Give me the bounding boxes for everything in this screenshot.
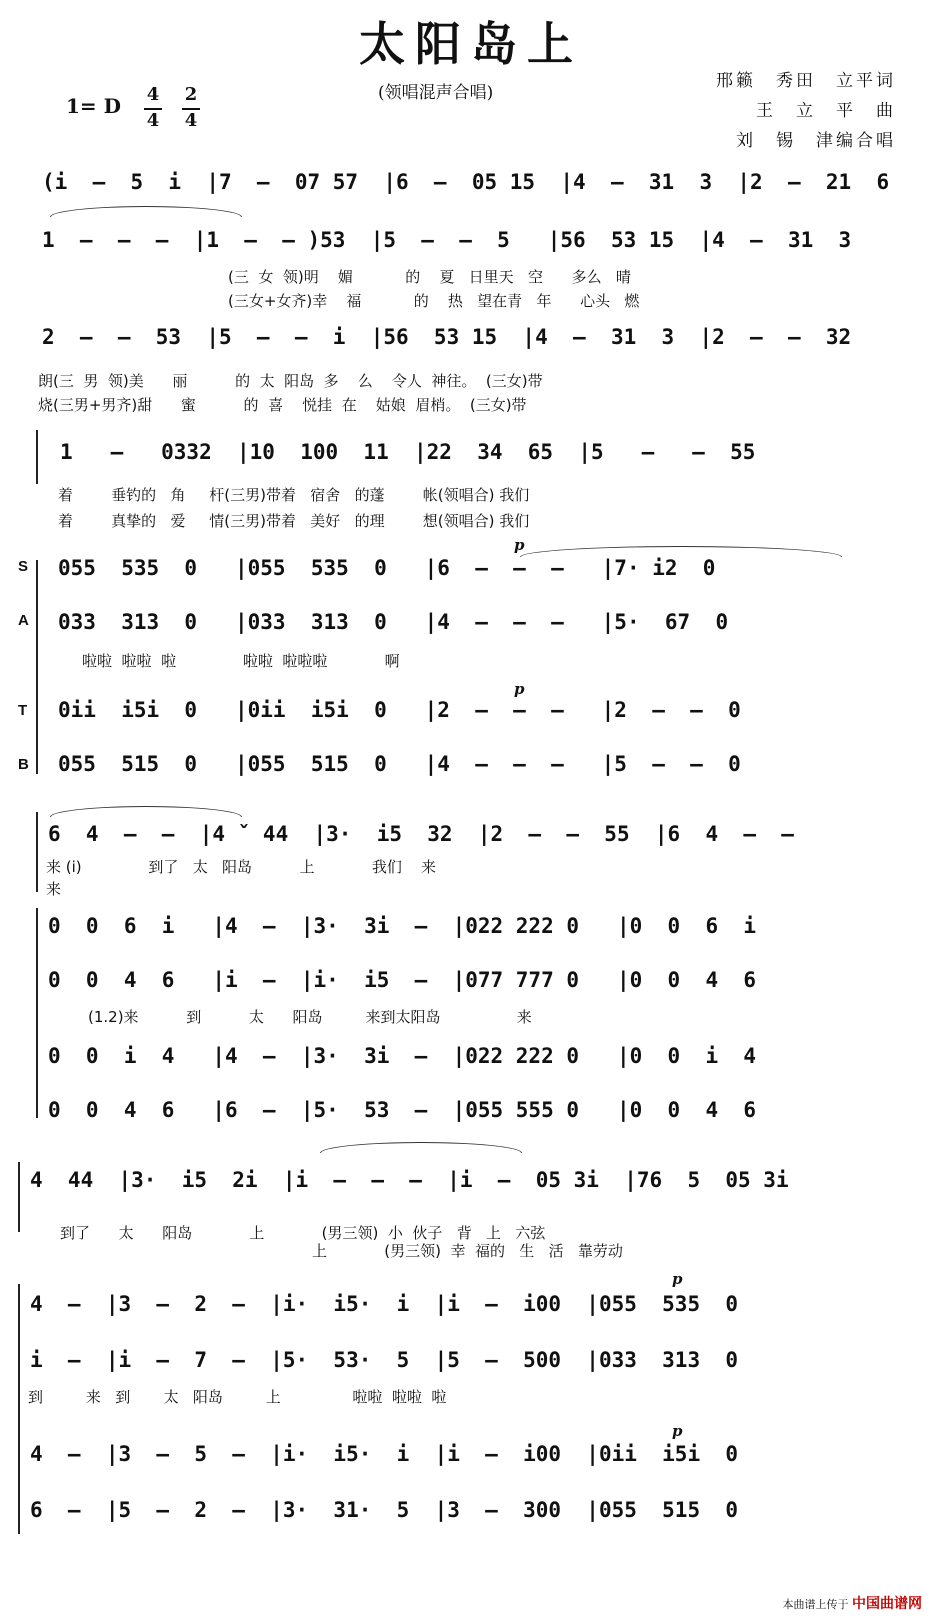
melody-line: 1 – – – |1 – – )53 |5 – – 5 |56 53 15 |4 – 31 3 (42, 228, 852, 252)
part-label-t: T (18, 702, 28, 719)
tenor-line: 0 0 i 4 |4 – |3· 3i – |022 222 0 |0 0 i 4 (48, 1044, 757, 1068)
song-title: 太阳岛上 (359, 17, 583, 71)
bass-line: 055 515 0 |055 515 0 |4 – – – |5 – – 0 (58, 752, 741, 776)
dynamic-marking: p (672, 1422, 683, 1440)
lyric-verse-2: 烧(三男+男齐)甜 蜜 的 喜 悦挂 在 姑娘 眉梢。 (三女)带 (38, 396, 527, 414)
melody-line: 2 – – 53 |5 – – i |56 53 15 |4 – 31 3 |2 – – 32 (42, 325, 852, 349)
system-bracket (18, 1162, 20, 1232)
tenor-line: 4 – |3 – 5 – |i· i5· i |i – i00 |0ii i5i 0 (30, 1442, 739, 1466)
choir-lyric: (1.2)来 到 太 阳岛 来到太阳岛 来 (88, 1008, 532, 1026)
meter-b-top: 2 (184, 84, 198, 105)
alto-line: 0 0 4 6 |i – |i· i5 – |077 777 0 |0 0 4 6 (48, 968, 757, 992)
part-label-b: B (18, 756, 29, 773)
lyric-verse-1: (三 女 领)明 媚 的 夏 日里天 空 多么 晴 (228, 268, 631, 286)
tie (320, 1142, 522, 1153)
bass-line: 6 – |5 – 2 – |3· 31· 5 |3 – 300 |055 515 0 (30, 1498, 739, 1522)
lyric-verse-2: (三女+女齐)幸 福 的 热 望在青 年 心头 燃 (228, 292, 640, 310)
soprano-line: 0 0 6 i |4 – |3· 3i – |022 222 0 |0 0 6 i (48, 914, 757, 938)
lyric-verse-1: 着 垂钓的 角 杆(三男)带着 宿舍 的蓬 帐(领唱合) 我们 (58, 486, 530, 504)
part-label-a: A (18, 612, 29, 629)
credit-arranger: 刘 锡 津编合唱 (736, 131, 896, 151)
credit-lyricist: 邢籁 秀田 立平词 (716, 71, 896, 91)
lead-line: 6 4 – – |4 ˇ 44 |3· i5 32 |2 – – 55 |6 4 – – (48, 822, 794, 846)
key-signature: 1= D (66, 94, 121, 118)
system-bracket (36, 430, 38, 484)
tie (50, 206, 242, 217)
footer-text: 本曲谱上传于 (782, 1598, 849, 1611)
choir-bracket (36, 908, 38, 1118)
lyric-verse-1: 朗(三 男 领)美 丽 的 太 阳岛 多 么 令人 神往。 (三女)带 (38, 372, 543, 390)
choir-bracket (18, 1284, 20, 1534)
choir-lyric: 到 来 到 太 阳岛 上 啦啦 啦啦 啦 (28, 1388, 447, 1406)
lyric-verse-2: 来 (46, 880, 62, 898)
tenor-line: 0ii i5i 0 |0ii i5i 0 |2 – – – |2 – – 0 (58, 698, 741, 722)
soprano-line: 055 535 0 |055 535 0 |6 – – – |7· i2 0 (58, 556, 716, 580)
part-label-s: S (18, 558, 29, 575)
system-bracket (36, 812, 38, 892)
meter-a-bottom: 4 (146, 110, 160, 131)
dynamic-marking: p (514, 680, 525, 698)
tie (50, 806, 242, 817)
lead-line: 1 – 0332 |10 100 11 |22 34 65 |5 – – 55 (60, 440, 756, 464)
meter-a-top: 4 (146, 84, 160, 105)
choir-bracket (36, 560, 38, 774)
footer-watermark (783, 1593, 923, 1613)
alto-line: 033 313 0 |033 313 0 |4 – – – |5· 67 0 (58, 610, 729, 634)
lyric-verse-1: 来 (i) 到了 太 阳岛 上 我们 来 (46, 858, 436, 876)
subtitle: (领唱混声合唱) (378, 83, 494, 103)
intro-line: (i – 5 i |7 – 07 57 |6 – 05 15 |4 – 31 3 |2 – 21 6 (42, 170, 890, 194)
alto-line: i – |i – 7 – |5· 53· 5 |5 – 500 |033 313 0 (30, 1348, 739, 1372)
lyric-verse-2: 上 (男三领) 幸 福的 生 活 靠劳动 (312, 1242, 623, 1260)
site-logo: 中国曲谱网 (852, 1596, 922, 1612)
credit-composer: 王 立 平 曲 (756, 101, 896, 121)
choir-lyric: 啦啦 啦啦 啦 啦啦 啦啦啦 啊 (82, 652, 400, 670)
dynamic-marking: p (672, 1270, 683, 1288)
dynamic-marking: p (514, 536, 525, 554)
meter-b-bottom: 4 (184, 110, 198, 131)
lyric-verse-1: 到了 太 阳岛 上 (男三领) 小 伙子 背 上 六弦 (60, 1224, 546, 1242)
soprano-line: 4 – |3 – 2 – |i· i5· i |i – i00 |055 535 0 (30, 1292, 739, 1316)
bass-line: 0 0 4 6 |6 – |5· 53 – |055 555 0 |0 0 4 6 (48, 1098, 757, 1122)
lead-line: 4 44 |3· i5 2i |i – – – |i – 05 3i |76 5 05 3i (30, 1168, 789, 1192)
lyric-verse-2: 着 真挚的 爱 情(三男)带着 美好 的理 想(领唱合) 我们 (58, 512, 530, 530)
